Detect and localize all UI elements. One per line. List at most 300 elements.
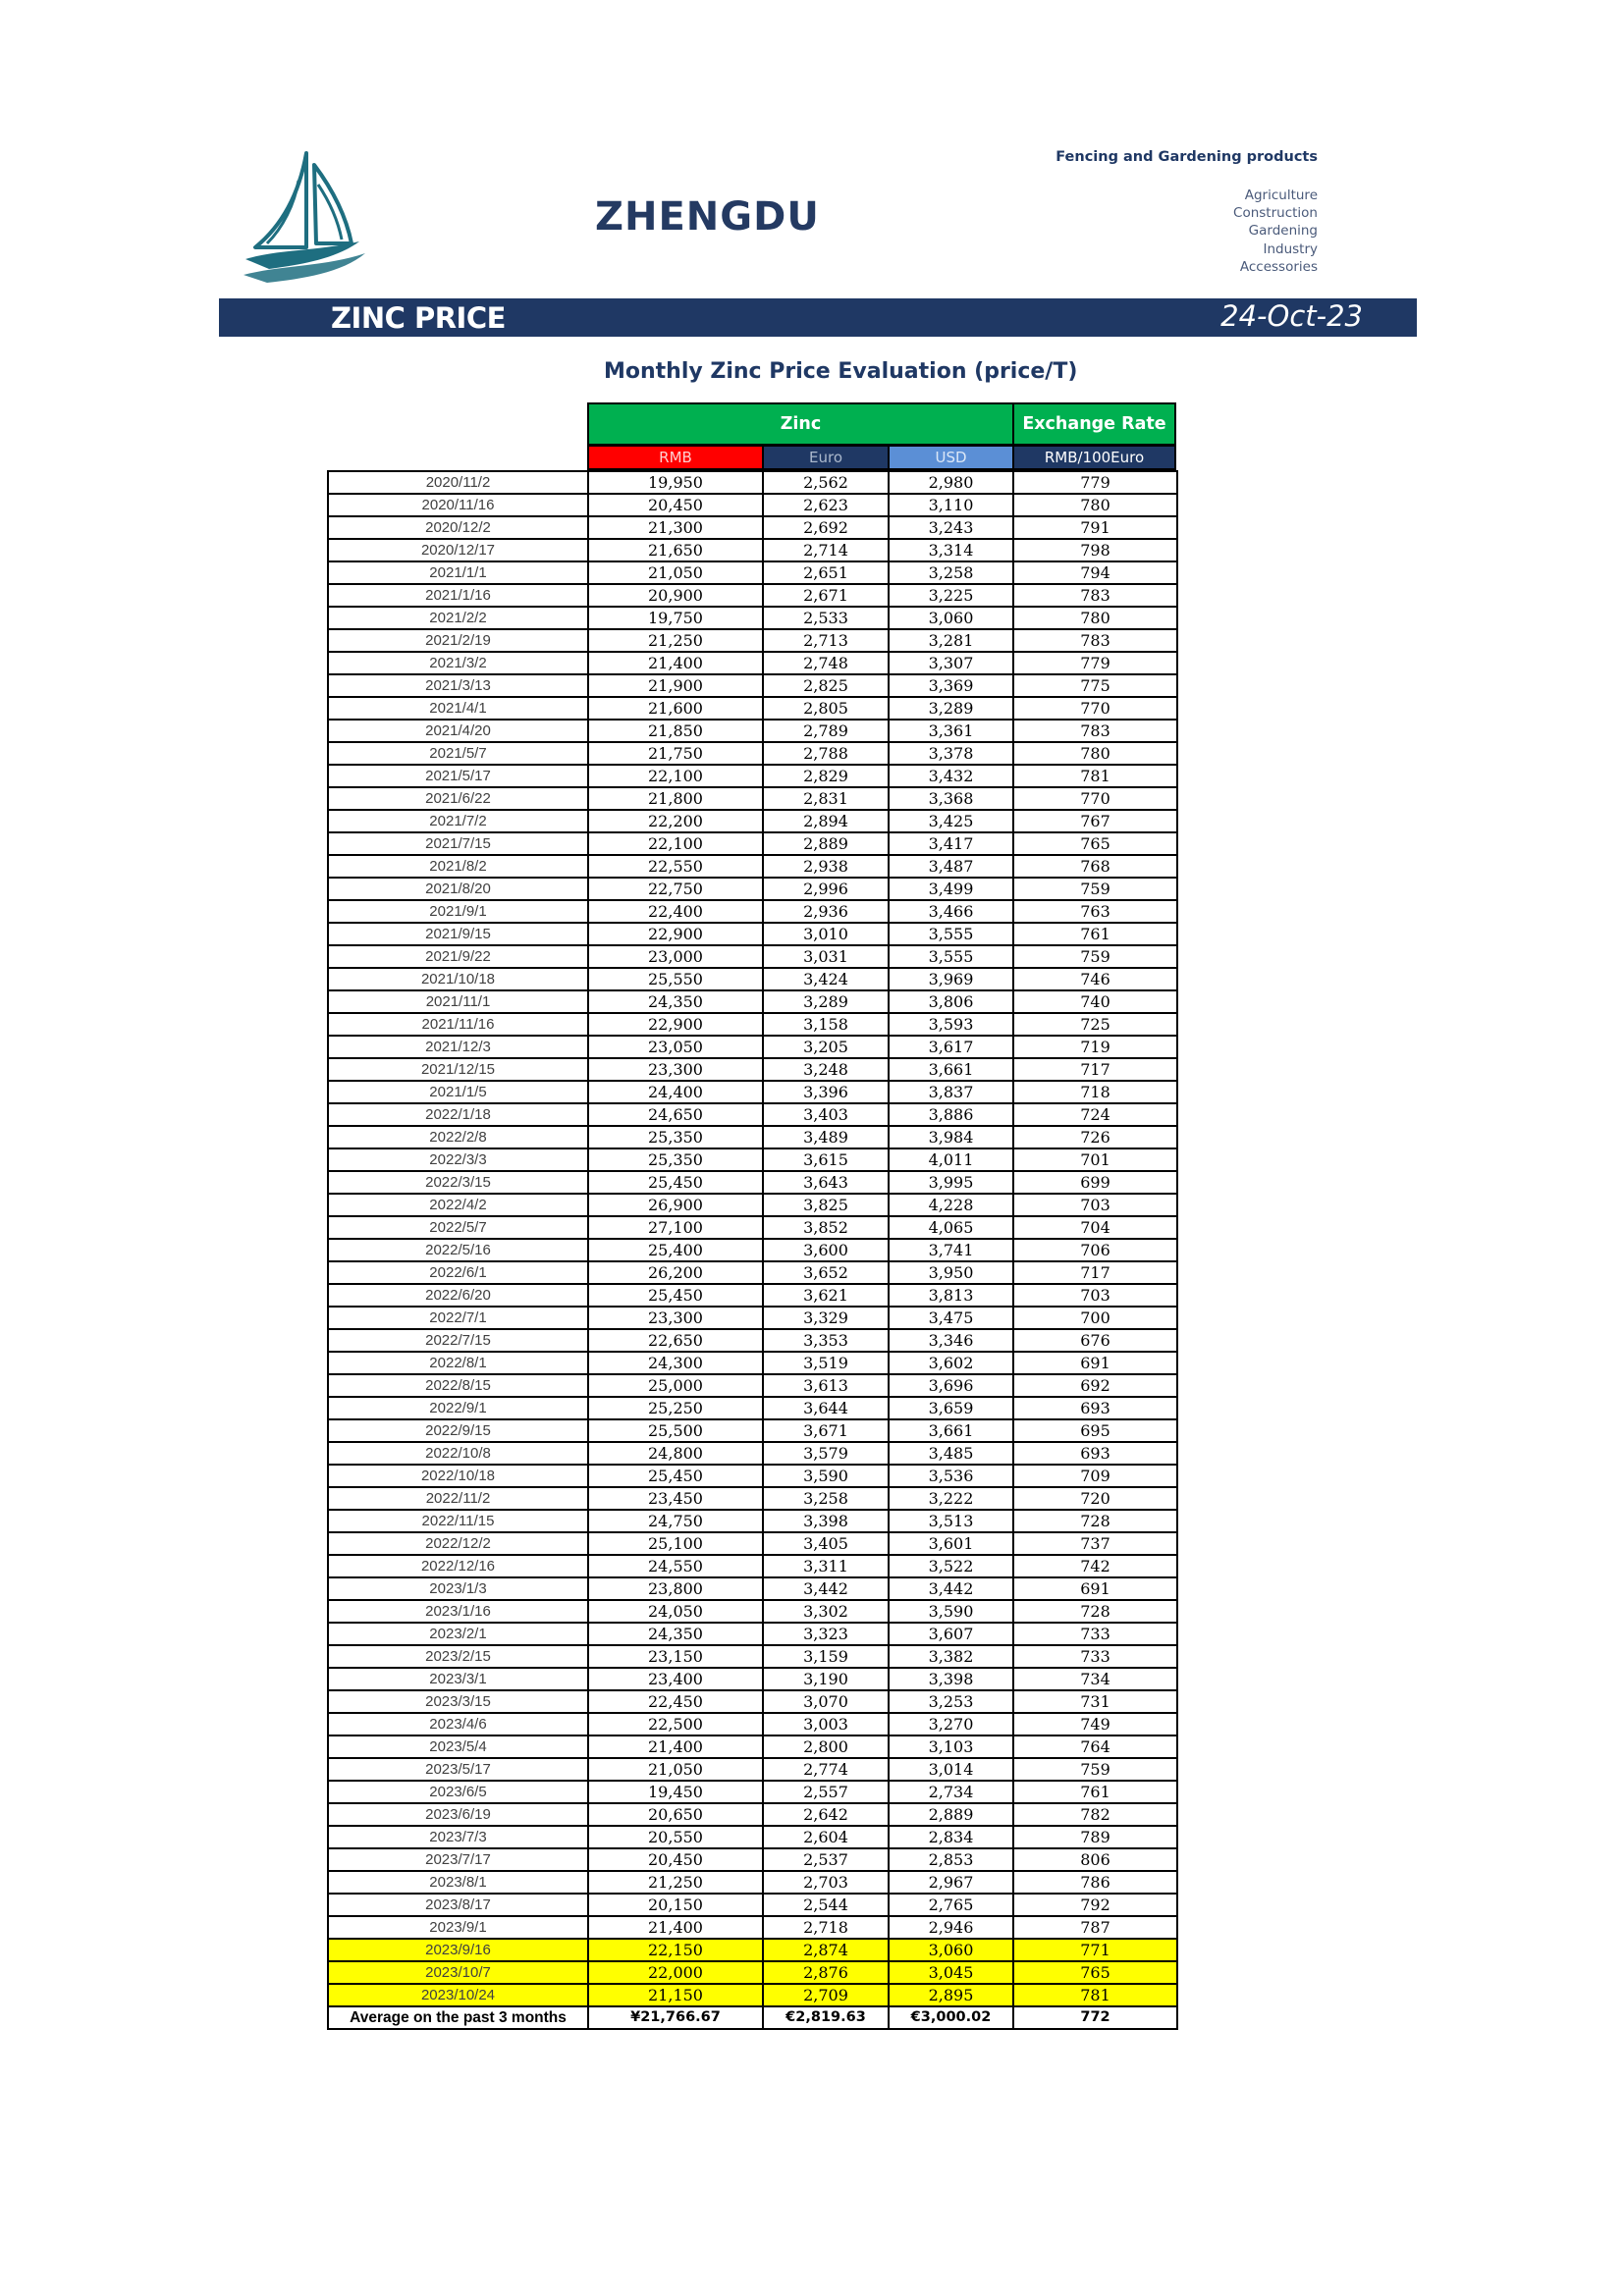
table-row bbox=[328, 1487, 1177, 1510]
date-cell: 2021/5/7 bbox=[328, 742, 588, 765]
rate-cell: 699 bbox=[1013, 1171, 1177, 1194]
table-row bbox=[328, 1668, 1177, 1690]
euro-cell: 2,692 bbox=[763, 516, 889, 539]
rmb-cell: 25,500 bbox=[588, 1419, 763, 1442]
rmb-cell: 21,850 bbox=[588, 720, 763, 742]
euro-cell: 3,190 bbox=[763, 1668, 889, 1690]
table-row bbox=[328, 1397, 1177, 1419]
rmb-cell: 21,250 bbox=[588, 629, 763, 652]
rmb-cell: 21,750 bbox=[588, 742, 763, 765]
date-cell: 2020/11/16 bbox=[328, 494, 588, 516]
date-cell: 2023/7/17 bbox=[328, 1848, 588, 1871]
rmb-cell: 25,350 bbox=[588, 1148, 763, 1171]
rate-cell: 733 bbox=[1013, 1623, 1177, 1645]
rate-cell: 693 bbox=[1013, 1442, 1177, 1465]
usd-cell: 3,661 bbox=[889, 1058, 1013, 1081]
date-cell: 2022/10/8 bbox=[328, 1442, 588, 1465]
usd-cell: 2,834 bbox=[889, 1826, 1013, 1848]
date-cell: 2021/1/5 bbox=[328, 1081, 588, 1103]
table-row bbox=[328, 516, 1177, 539]
table-row bbox=[328, 1984, 1177, 2006]
rmb-cell: 20,550 bbox=[588, 1826, 763, 1848]
usd-cell: 3,536 bbox=[889, 1465, 1013, 1487]
rmb-cell: 22,550 bbox=[588, 855, 763, 878]
usd-cell: 3,601 bbox=[889, 1532, 1013, 1555]
rmb-cell: 24,350 bbox=[588, 1623, 763, 1645]
euro-cell: 3,353 bbox=[763, 1329, 889, 1352]
rate-cell: 740 bbox=[1013, 990, 1177, 1013]
rmb-cell: 20,650 bbox=[588, 1803, 763, 1826]
date-cell: 2021/12/3 bbox=[328, 1036, 588, 1058]
rate-cell: 731 bbox=[1013, 1690, 1177, 1713]
table-row bbox=[328, 1555, 1177, 1577]
date-cell: 2022/9/15 bbox=[328, 1419, 588, 1442]
usd-cell: 3,307 bbox=[889, 652, 1013, 674]
rate-cell: 780 bbox=[1013, 742, 1177, 765]
euro-cell: 2,709 bbox=[763, 1984, 889, 2006]
rate-cell: 783 bbox=[1013, 629, 1177, 652]
euro-cell: 2,604 bbox=[763, 1826, 889, 1848]
date-cell: 2022/4/2 bbox=[328, 1194, 588, 1216]
rmb-cell: 22,500 bbox=[588, 1713, 763, 1735]
usd-cell: 3,014 bbox=[889, 1758, 1013, 1781]
usd-cell: 4,065 bbox=[889, 1216, 1013, 1239]
date-cell: 2022/5/7 bbox=[328, 1216, 588, 1239]
table-row bbox=[328, 968, 1177, 990]
rate-cell: 771 bbox=[1013, 1939, 1177, 1961]
rate-cell: 717 bbox=[1013, 1261, 1177, 1284]
rate-cell: 781 bbox=[1013, 1984, 1177, 2006]
date-cell: 2021/9/22 bbox=[328, 945, 588, 968]
table-row bbox=[328, 1713, 1177, 1735]
average-label: Average on the past 3 months bbox=[328, 2006, 588, 2029]
rate-cell: 700 bbox=[1013, 1307, 1177, 1329]
rmb-cell: 21,250 bbox=[588, 1871, 763, 1894]
rmb-cell: 21,400 bbox=[588, 652, 763, 674]
rmb-cell: 21,400 bbox=[588, 1735, 763, 1758]
usd-cell: 3,225 bbox=[889, 584, 1013, 607]
rmb-cell: 19,750 bbox=[588, 607, 763, 629]
usd-cell: 3,045 bbox=[889, 1961, 1013, 1984]
date-cell: 2021/1/16 bbox=[328, 584, 588, 607]
date-cell: 2022/5/16 bbox=[328, 1239, 588, 1261]
rate-cell: 759 bbox=[1013, 1758, 1177, 1781]
euro-cell: 2,713 bbox=[763, 629, 889, 652]
usd-cell: 3,485 bbox=[889, 1442, 1013, 1465]
rate-cell: 691 bbox=[1013, 1577, 1177, 1600]
euro-cell: 3,258 bbox=[763, 1487, 889, 1510]
rate-cell: 764 bbox=[1013, 1735, 1177, 1758]
table-row bbox=[328, 878, 1177, 900]
rmb-cell: 25,350 bbox=[588, 1126, 763, 1148]
category-item: Agriculture bbox=[1244, 187, 1318, 203]
rmb-cell: 22,750 bbox=[588, 878, 763, 900]
table-row bbox=[328, 1894, 1177, 1916]
euro-cell: 3,621 bbox=[763, 1284, 889, 1307]
euro-cell: 3,396 bbox=[763, 1081, 889, 1103]
rate-cell: 704 bbox=[1013, 1216, 1177, 1239]
euro-cell: 2,671 bbox=[763, 584, 889, 607]
usd-cell: 3,696 bbox=[889, 1374, 1013, 1397]
rmb-cell: 21,800 bbox=[588, 787, 763, 810]
rate-cell: 759 bbox=[1013, 945, 1177, 968]
rate-cell: 725 bbox=[1013, 1013, 1177, 1036]
date-cell: 2023/10/24 bbox=[328, 1984, 588, 2006]
usd-cell: 3,417 bbox=[889, 832, 1013, 855]
rmb-cell: 25,000 bbox=[588, 1374, 763, 1397]
date-cell: 2021/2/19 bbox=[328, 629, 588, 652]
rate-cell: 768 bbox=[1013, 855, 1177, 878]
table-row bbox=[328, 629, 1177, 652]
table-row bbox=[328, 1623, 1177, 1645]
rmb-cell: 23,800 bbox=[588, 1577, 763, 1600]
rate-cell: 794 bbox=[1013, 561, 1177, 584]
table-row bbox=[328, 1758, 1177, 1781]
table-row bbox=[328, 1510, 1177, 1532]
usd-cell: 3,487 bbox=[889, 855, 1013, 878]
euro-cell: 3,289 bbox=[763, 990, 889, 1013]
rmb-cell: 22,400 bbox=[588, 900, 763, 923]
euro-cell: 3,398 bbox=[763, 1510, 889, 1532]
rmb-cell: 24,400 bbox=[588, 1081, 763, 1103]
category-item: Gardening bbox=[1248, 223, 1318, 240]
date-cell: 2023/1/16 bbox=[328, 1600, 588, 1623]
rmb-cell: 22,900 bbox=[588, 923, 763, 945]
date-cell: 2021/6/22 bbox=[328, 787, 588, 810]
rate-cell: 695 bbox=[1013, 1419, 1177, 1442]
date-cell: 2021/8/20 bbox=[328, 878, 588, 900]
date-cell: 2023/5/17 bbox=[328, 1758, 588, 1781]
date-cell: 2022/6/1 bbox=[328, 1261, 588, 1284]
table-body bbox=[328, 471, 1177, 2029]
rmb-cell: 22,100 bbox=[588, 765, 763, 787]
table-row bbox=[328, 652, 1177, 674]
table-row bbox=[328, 561, 1177, 584]
average-usd: €3,000.02 bbox=[889, 2006, 1013, 2029]
usd-cell: 3,661 bbox=[889, 1419, 1013, 1442]
rate-cell: 676 bbox=[1013, 1329, 1177, 1352]
usd-cell: 3,060 bbox=[889, 607, 1013, 629]
table-row bbox=[328, 1735, 1177, 1758]
usd-cell: 3,314 bbox=[889, 539, 1013, 561]
usd-cell: 4,011 bbox=[889, 1148, 1013, 1171]
rmb-cell: 26,200 bbox=[588, 1261, 763, 1284]
rate-cell: 692 bbox=[1013, 1374, 1177, 1397]
usd-cell: 3,555 bbox=[889, 923, 1013, 945]
usd-cell: 3,270 bbox=[889, 1713, 1013, 1735]
table-row bbox=[328, 1036, 1177, 1058]
rmb-cell: 21,400 bbox=[588, 1916, 763, 1939]
euro-cell: 3,613 bbox=[763, 1374, 889, 1397]
date-cell: 2021/1/1 bbox=[328, 561, 588, 584]
euro-cell: 3,248 bbox=[763, 1058, 889, 1081]
euro-column-header: Euro bbox=[762, 446, 888, 470]
rmb-cell: 21,600 bbox=[588, 697, 763, 720]
table-row bbox=[328, 1442, 1177, 1465]
rmb-cell: 23,400 bbox=[588, 1668, 763, 1690]
euro-cell: 2,894 bbox=[763, 810, 889, 832]
rate-cell: 717 bbox=[1013, 1058, 1177, 1081]
euro-cell: 2,544 bbox=[763, 1894, 889, 1916]
usd-cell: 3,950 bbox=[889, 1261, 1013, 1284]
date-cell: 2020/12/2 bbox=[328, 516, 588, 539]
usd-cell: 3,995 bbox=[889, 1171, 1013, 1194]
table-row bbox=[328, 832, 1177, 855]
date-cell: 2020/11/2 bbox=[328, 471, 588, 494]
average-row bbox=[328, 2006, 1177, 2029]
date-cell: 2022/10/18 bbox=[328, 1465, 588, 1487]
euro-cell: 2,788 bbox=[763, 742, 889, 765]
table-row bbox=[328, 1871, 1177, 1894]
rate-cell: 719 bbox=[1013, 1036, 1177, 1058]
rmb-cell: 20,150 bbox=[588, 1894, 763, 1916]
rmb-cell: 21,150 bbox=[588, 1984, 763, 2006]
zinc-group-header: Zinc bbox=[587, 402, 1012, 446]
date-cell: 2022/12/16 bbox=[328, 1555, 588, 1577]
rate-cell: 706 bbox=[1013, 1239, 1177, 1261]
usd-cell: 4,228 bbox=[889, 1194, 1013, 1216]
rmb-cell: 25,550 bbox=[588, 968, 763, 990]
euro-cell: 2,800 bbox=[763, 1735, 889, 1758]
rmb-cell: 22,000 bbox=[588, 1961, 763, 1984]
rmb-cell: 21,050 bbox=[588, 1758, 763, 1781]
rate-cell: 787 bbox=[1013, 1916, 1177, 1939]
rate-cell: 746 bbox=[1013, 968, 1177, 990]
usd-cell: 3,741 bbox=[889, 1239, 1013, 1261]
euro-cell: 3,644 bbox=[763, 1397, 889, 1419]
date-cell: 2021/9/15 bbox=[328, 923, 588, 945]
usd-cell: 3,466 bbox=[889, 900, 1013, 923]
table-row bbox=[328, 945, 1177, 968]
usd-cell: 3,806 bbox=[889, 990, 1013, 1013]
date-cell: 2021/11/16 bbox=[328, 1013, 588, 1036]
usd-cell: 2,946 bbox=[889, 1916, 1013, 1939]
table-row bbox=[328, 1194, 1177, 1216]
table-row bbox=[328, 810, 1177, 832]
rmb-cell: 25,250 bbox=[588, 1397, 763, 1419]
rmb-cell: 19,950 bbox=[588, 471, 763, 494]
euro-cell: 2,623 bbox=[763, 494, 889, 516]
banner-date: 24-Oct-23 bbox=[1220, 299, 1363, 333]
date-cell: 2022/9/1 bbox=[328, 1397, 588, 1419]
rate-cell: 693 bbox=[1013, 1397, 1177, 1419]
rmb-cell: 22,650 bbox=[588, 1329, 763, 1352]
category-item: Accessories bbox=[1239, 258, 1318, 275]
table-row bbox=[328, 1961, 1177, 1984]
rmb-cell: 21,900 bbox=[588, 674, 763, 697]
rmb-cell: 24,550 bbox=[588, 1555, 763, 1577]
table-row bbox=[328, 539, 1177, 561]
usd-cell: 3,243 bbox=[889, 516, 1013, 539]
banner-title: ZINC PRICE bbox=[331, 301, 506, 335]
date-cell: 2021/11/1 bbox=[328, 990, 588, 1013]
rmb-cell: 23,050 bbox=[588, 1036, 763, 1058]
rate-cell: 765 bbox=[1013, 1961, 1177, 1984]
table-row bbox=[328, 1781, 1177, 1803]
date-cell: 2023/6/5 bbox=[328, 1781, 588, 1803]
rate-cell: 761 bbox=[1013, 923, 1177, 945]
usd-cell: 3,361 bbox=[889, 720, 1013, 742]
table-row bbox=[328, 1216, 1177, 1239]
table-row bbox=[328, 1284, 1177, 1307]
table-row bbox=[328, 1374, 1177, 1397]
euro-cell: 2,825 bbox=[763, 674, 889, 697]
table-row bbox=[328, 674, 1177, 697]
rate-cell: 770 bbox=[1013, 697, 1177, 720]
rate-cell: 734 bbox=[1013, 1668, 1177, 1690]
euro-cell: 3,442 bbox=[763, 1577, 889, 1600]
euro-cell: 3,590 bbox=[763, 1465, 889, 1487]
euro-cell: 3,003 bbox=[763, 1713, 889, 1735]
euro-cell: 2,874 bbox=[763, 1939, 889, 1961]
rate-cell: 726 bbox=[1013, 1126, 1177, 1148]
table-row bbox=[328, 607, 1177, 629]
usd-cell: 2,895 bbox=[889, 1984, 1013, 2006]
table-row bbox=[328, 1645, 1177, 1668]
usd-cell: 3,222 bbox=[889, 1487, 1013, 1510]
rmb-cell: 24,750 bbox=[588, 1510, 763, 1532]
rmb-cell: 19,450 bbox=[588, 1781, 763, 1803]
euro-cell: 2,537 bbox=[763, 1848, 889, 1871]
date-cell: 2021/10/18 bbox=[328, 968, 588, 990]
euro-cell: 3,424 bbox=[763, 968, 889, 990]
date-cell: 2022/3/15 bbox=[328, 1171, 588, 1194]
usd-cell: 3,103 bbox=[889, 1735, 1013, 1758]
euro-cell: 3,323 bbox=[763, 1623, 889, 1645]
euro-cell: 3,519 bbox=[763, 1352, 889, 1374]
table-row bbox=[328, 1148, 1177, 1171]
rate-cell: 765 bbox=[1013, 832, 1177, 855]
euro-cell: 3,403 bbox=[763, 1103, 889, 1126]
rate-cell: 779 bbox=[1013, 471, 1177, 494]
usd-cell: 2,889 bbox=[889, 1803, 1013, 1826]
usd-column-header: USD bbox=[888, 446, 1012, 470]
table-row bbox=[328, 742, 1177, 765]
usd-cell: 3,060 bbox=[889, 1939, 1013, 1961]
table-row bbox=[328, 1329, 1177, 1352]
table-row bbox=[328, 1307, 1177, 1329]
rmb-cell: 25,400 bbox=[588, 1239, 763, 1261]
rate-cell: 770 bbox=[1013, 787, 1177, 810]
rmb-cell: 24,350 bbox=[588, 990, 763, 1013]
table-row bbox=[328, 1171, 1177, 1194]
euro-cell: 3,652 bbox=[763, 1261, 889, 1284]
usd-cell: 3,253 bbox=[889, 1690, 1013, 1713]
date-cell: 2021/9/1 bbox=[328, 900, 588, 923]
rmb-cell: 22,200 bbox=[588, 810, 763, 832]
rmb-cell: 25,450 bbox=[588, 1284, 763, 1307]
date-cell: 2023/5/4 bbox=[328, 1735, 588, 1758]
euro-cell: 3,158 bbox=[763, 1013, 889, 1036]
euro-cell: 3,070 bbox=[763, 1690, 889, 1713]
rate-cell: 798 bbox=[1013, 539, 1177, 561]
euro-cell: 3,615 bbox=[763, 1148, 889, 1171]
rmb-cell: 22,900 bbox=[588, 1013, 763, 1036]
euro-cell: 2,642 bbox=[763, 1803, 889, 1826]
rmb-cell: 25,100 bbox=[588, 1532, 763, 1555]
euro-cell: 3,671 bbox=[763, 1419, 889, 1442]
euro-cell: 3,489 bbox=[763, 1126, 889, 1148]
table-row bbox=[328, 1058, 1177, 1081]
table-row bbox=[328, 900, 1177, 923]
rmb-column-header: RMB bbox=[587, 446, 762, 470]
table-row bbox=[328, 787, 1177, 810]
table-row bbox=[328, 1261, 1177, 1284]
euro-cell: 2,774 bbox=[763, 1758, 889, 1781]
euro-cell: 2,805 bbox=[763, 697, 889, 720]
rmb-cell: 25,450 bbox=[588, 1465, 763, 1487]
date-cell: 2022/7/15 bbox=[328, 1329, 588, 1352]
table-row bbox=[328, 697, 1177, 720]
date-cell: 2023/3/1 bbox=[328, 1668, 588, 1690]
rmb-cell: 22,100 bbox=[588, 832, 763, 855]
rmb-cell: 24,050 bbox=[588, 1600, 763, 1623]
date-cell: 2021/8/2 bbox=[328, 855, 588, 878]
euro-cell: 2,876 bbox=[763, 1961, 889, 1984]
usd-cell: 2,734 bbox=[889, 1781, 1013, 1803]
date-cell: 2022/12/2 bbox=[328, 1532, 588, 1555]
average-euro: €2,819.63 bbox=[763, 2006, 889, 2029]
rate-cell: 742 bbox=[1013, 1555, 1177, 1577]
date-cell: 2023/6/19 bbox=[328, 1803, 588, 1826]
rmb-cell: 22,150 bbox=[588, 1939, 763, 1961]
usd-cell: 3,475 bbox=[889, 1307, 1013, 1329]
rate-cell: 718 bbox=[1013, 1081, 1177, 1103]
rate-cell: 782 bbox=[1013, 1803, 1177, 1826]
usd-cell: 3,346 bbox=[889, 1329, 1013, 1352]
usd-cell: 3,555 bbox=[889, 945, 1013, 968]
rate-cell: 733 bbox=[1013, 1645, 1177, 1668]
rate-cell: 806 bbox=[1013, 1848, 1177, 1871]
table-row bbox=[328, 1690, 1177, 1713]
table-row bbox=[328, 1916, 1177, 1939]
title-banner bbox=[219, 298, 1417, 337]
date-cell: 2022/2/8 bbox=[328, 1126, 588, 1148]
euro-cell: 3,010 bbox=[763, 923, 889, 945]
rate-cell: 703 bbox=[1013, 1194, 1177, 1216]
rate-cell: 789 bbox=[1013, 1826, 1177, 1848]
euro-cell: 3,302 bbox=[763, 1600, 889, 1623]
rate-cell: 720 bbox=[1013, 1487, 1177, 1510]
table-row bbox=[328, 1013, 1177, 1036]
euro-cell: 3,579 bbox=[763, 1442, 889, 1465]
usd-cell: 2,765 bbox=[889, 1894, 1013, 1916]
rate-cell: 792 bbox=[1013, 1894, 1177, 1916]
table-row bbox=[328, 1577, 1177, 1600]
rmb-cell: 23,000 bbox=[588, 945, 763, 968]
usd-cell: 3,602 bbox=[889, 1352, 1013, 1374]
usd-cell: 3,442 bbox=[889, 1577, 1013, 1600]
rmb-cell: 20,450 bbox=[588, 494, 763, 516]
date-cell: 2022/11/15 bbox=[328, 1510, 588, 1532]
euro-cell: 3,031 bbox=[763, 945, 889, 968]
euro-cell: 2,889 bbox=[763, 832, 889, 855]
usd-cell: 3,398 bbox=[889, 1668, 1013, 1690]
date-cell: 2022/7/1 bbox=[328, 1307, 588, 1329]
usd-cell: 3,659 bbox=[889, 1397, 1013, 1419]
table-row bbox=[328, 1103, 1177, 1126]
usd-cell: 3,513 bbox=[889, 1510, 1013, 1532]
rate-cell: 780 bbox=[1013, 494, 1177, 516]
euro-cell: 2,938 bbox=[763, 855, 889, 878]
usd-cell: 3,813 bbox=[889, 1284, 1013, 1307]
rate-column-header: RMB/100Euro bbox=[1012, 446, 1176, 470]
table-row bbox=[328, 990, 1177, 1013]
rmb-cell: 24,300 bbox=[588, 1352, 763, 1374]
category-list bbox=[1233, 187, 1318, 276]
rate-cell: 781 bbox=[1013, 765, 1177, 787]
date-cell: 2023/4/6 bbox=[328, 1713, 588, 1735]
